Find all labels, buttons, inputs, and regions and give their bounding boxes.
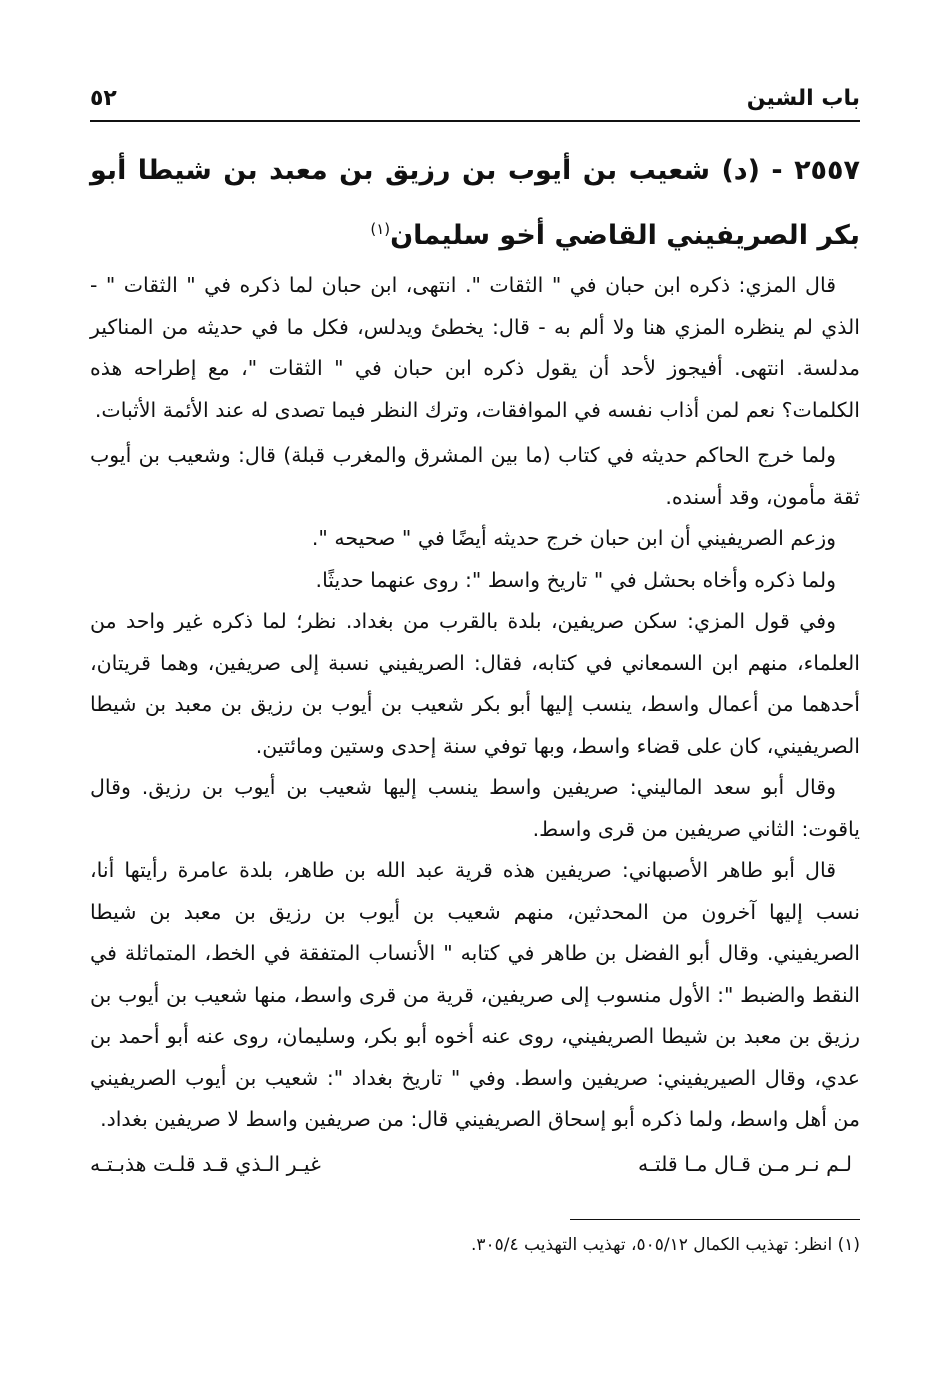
chapter-title: باب الشين bbox=[746, 86, 860, 111]
paragraph-7: قال أبو طاهر الأصبهاني: صريفين هذه قرية عبد الله بن طاهر، بلدة عامرة رأيتها أنا، نسب إليها آخرون من المحدثين، منهم شعيب بن أيوب بن رزيق بن معبد بن شيطا الصريفيني. وقال أبو الفضل بن طاهر في كتابه " الأنساب المتفقة في الخط، المتماثلة في النقط والضبط ": الأول منسوب إلى صريفين، قرية من قرى واسط، منها شعيب بن أيوب بن رزيق بن معبد بن شيطا الصريفيني، روى عنه أخوه أبو بكر، وسليمان، روى عنه أبو أحمد بن عدي، وقال الصيريفيني: صريفين واسط. وفي " تاريخ بغداد ": شعيب بن أيوب الصريفيني من أهل واسط، ولما ذكره أبو إسحاق الصريفيني قال: من صريفين واسط لا صريفين بغداد. bbox=[90, 858, 860, 1131]
page-number: ٥٢ bbox=[90, 86, 117, 111]
paragraph-4: ولما ذكره وأخاه بحشل في " تاريخ واسط ": روى عنهما حديثًا. bbox=[315, 567, 836, 592]
footnote-text: (١) انظر: تهذيب الكمال ٥٠٥/١٢، تهذيب التهذيب ٣٠٥/٤. bbox=[470, 1234, 860, 1255]
page-header bbox=[90, 80, 860, 120]
header-divider bbox=[90, 120, 860, 122]
verse-second-hemistich: غيـر الـذي قـد قلـت هذبـتـه bbox=[90, 1151, 321, 1176]
poetry-verse bbox=[90, 1143, 860, 1185]
verse-first-hemistich: لـم نـر مـن قـال مـا قلتـه bbox=[637, 1151, 852, 1176]
paragraph-5: وفي قول المزي: سكن صريفين، بلدة بالقرب من بغداد. نظر؛ لما ذكره غير واحد من العلماء، منهم ابن السمعاني في كتابه، فقال: الصريفيني نسبة إلى صريفين، وهما قريتان، أحدهما من أعمال واسط، ينسب إليها أبو بكر شعيب بن أيوب بن رزيق بن معبد بن شيطا الصريفيني، كان على قضاء واسط، وبها توفي سنة إحدى وستين ومائتين. bbox=[90, 609, 860, 758]
footnote-reference: (١) bbox=[370, 220, 391, 238]
paragraph-6: وقال أبو سعد الماليني: صريفين واسط ينسب إليها شعيب بن أيوب بن رزيق. وقال ياقوت: الثاني صريفين من قرى واسط. bbox=[90, 775, 860, 841]
footnote-divider bbox=[570, 1219, 860, 1220]
book-page bbox=[90, 80, 860, 1357]
paragraph-2: ولما خرج الحاكم حديثه في كتاب (ما بين المشرق والمغرب قبلة) قال: وشعيب بن أيوب ثقة مأمون، وقد أسنده. bbox=[90, 443, 860, 509]
entry-heading bbox=[90, 142, 860, 265]
paragraph-1: قال المزي: ذكره ابن حبان في " الثقات ". انتهى، ابن حبان لما ذكره في " الثقات " - الذي لم ينظره المزي هنا ولا ألم به - قال: يخطئ ويدلس، فكل ما في حديثه من المناكير مدلسة. انتهى. أفيجوز لأحد أن يقول ذكره ابن حبان في " الثقات "، مع إطراحه هذه الكلمات؟ نعم لمن أذاب نفسه في الموافقات، وترك النظر فيما تصدى له عند الأئمة الأثبات. bbox=[90, 273, 860, 422]
paragraph-3: وزعم الصريفيني أن ابن حبان خرج حديثه أيضًا في " صحيحه ". bbox=[311, 526, 836, 550]
entry-title-text: ٢٥٥٧ - (د) شعيب بن أيوب بن رزيق بن معبد بن شيطا أبو بكر الصريفيني القاضي أخو سليمان bbox=[90, 155, 860, 251]
